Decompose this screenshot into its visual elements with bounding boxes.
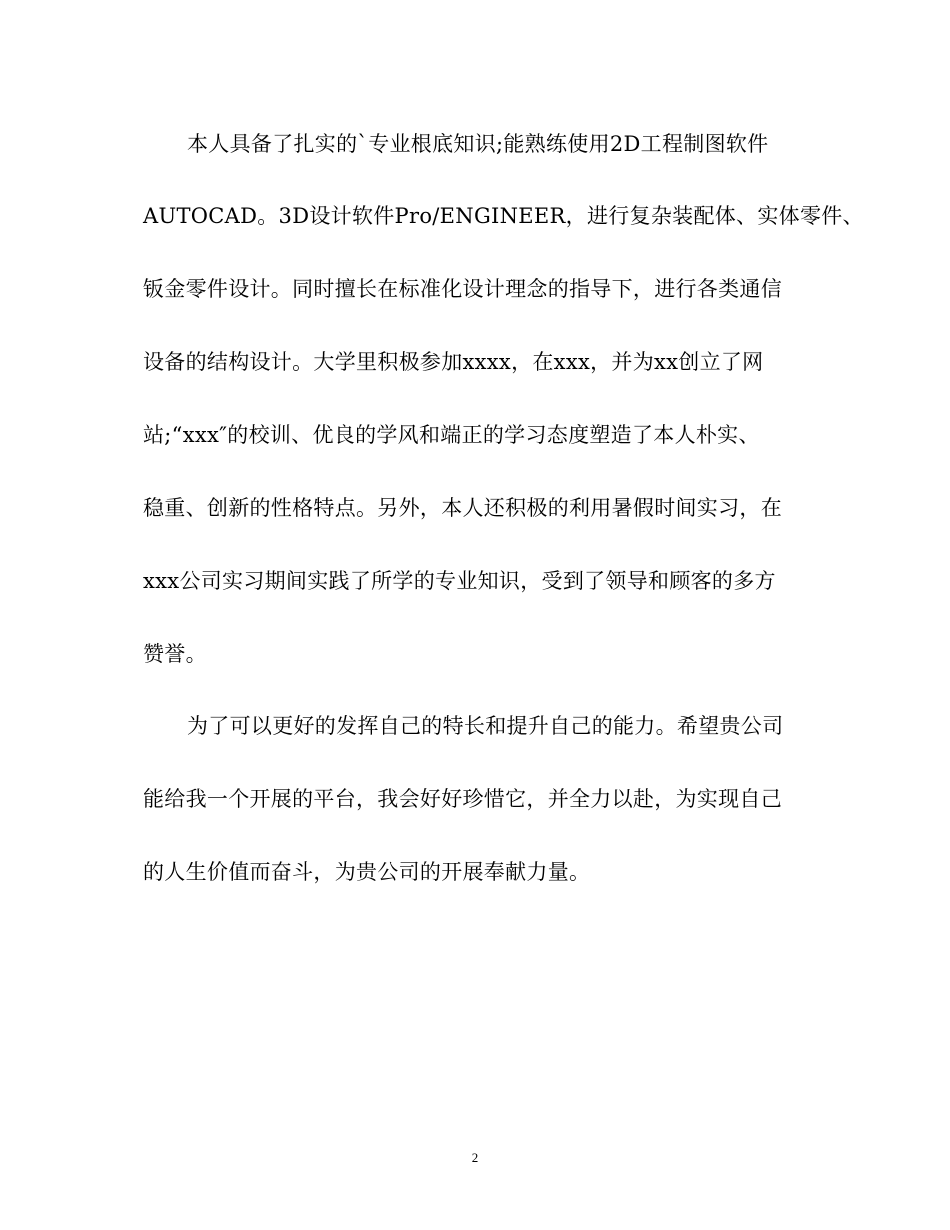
paragraph-line: 本人具备了扎实的`专业根底知识;能熟练使用2D工程制图软件 xyxy=(187,132,769,156)
paragraph-line: 能给我一个开展的平台，我会好好珍惜它，并全力以赴，为实现自己 xyxy=(143,787,782,811)
paragraph-line: 站;“xxx″的校训、优良的学风和端正的学习态度塑造了本人朴实、 xyxy=(143,423,760,447)
paragraph-line: 为了可以更好的发挥自己的特长和提升自己的能力。希望贵公司 xyxy=(187,714,784,738)
paragraph-line: 钣金零件设计。同时擅长在标准化设计理念的指导下，进行各类通信 xyxy=(143,277,782,301)
paragraph-line: 赞誉。 xyxy=(143,642,207,666)
paragraph-line: xxx公司实习期间实践了所学的专业知识，受到了领导和顾客的多方 xyxy=(143,569,776,593)
paragraph-line: 稳重、创新的性格特点。另外，本人还积极的利用暑假时间实习，在 xyxy=(143,496,782,520)
paragraph-line: 设备的结构设计。大学里积极参加xxxx，在xxx，并为xx创立了网 xyxy=(143,350,764,374)
paragraph-line: AUTOCAD。3D设计软件Pro/ENGINEER，进行复杂装配体、实体零件、 xyxy=(143,204,864,228)
paragraph-line: 的人生价值而奋斗，为贵公司的开展奉献力量。 xyxy=(143,860,591,884)
page-number: 2 xyxy=(471,1150,479,1165)
